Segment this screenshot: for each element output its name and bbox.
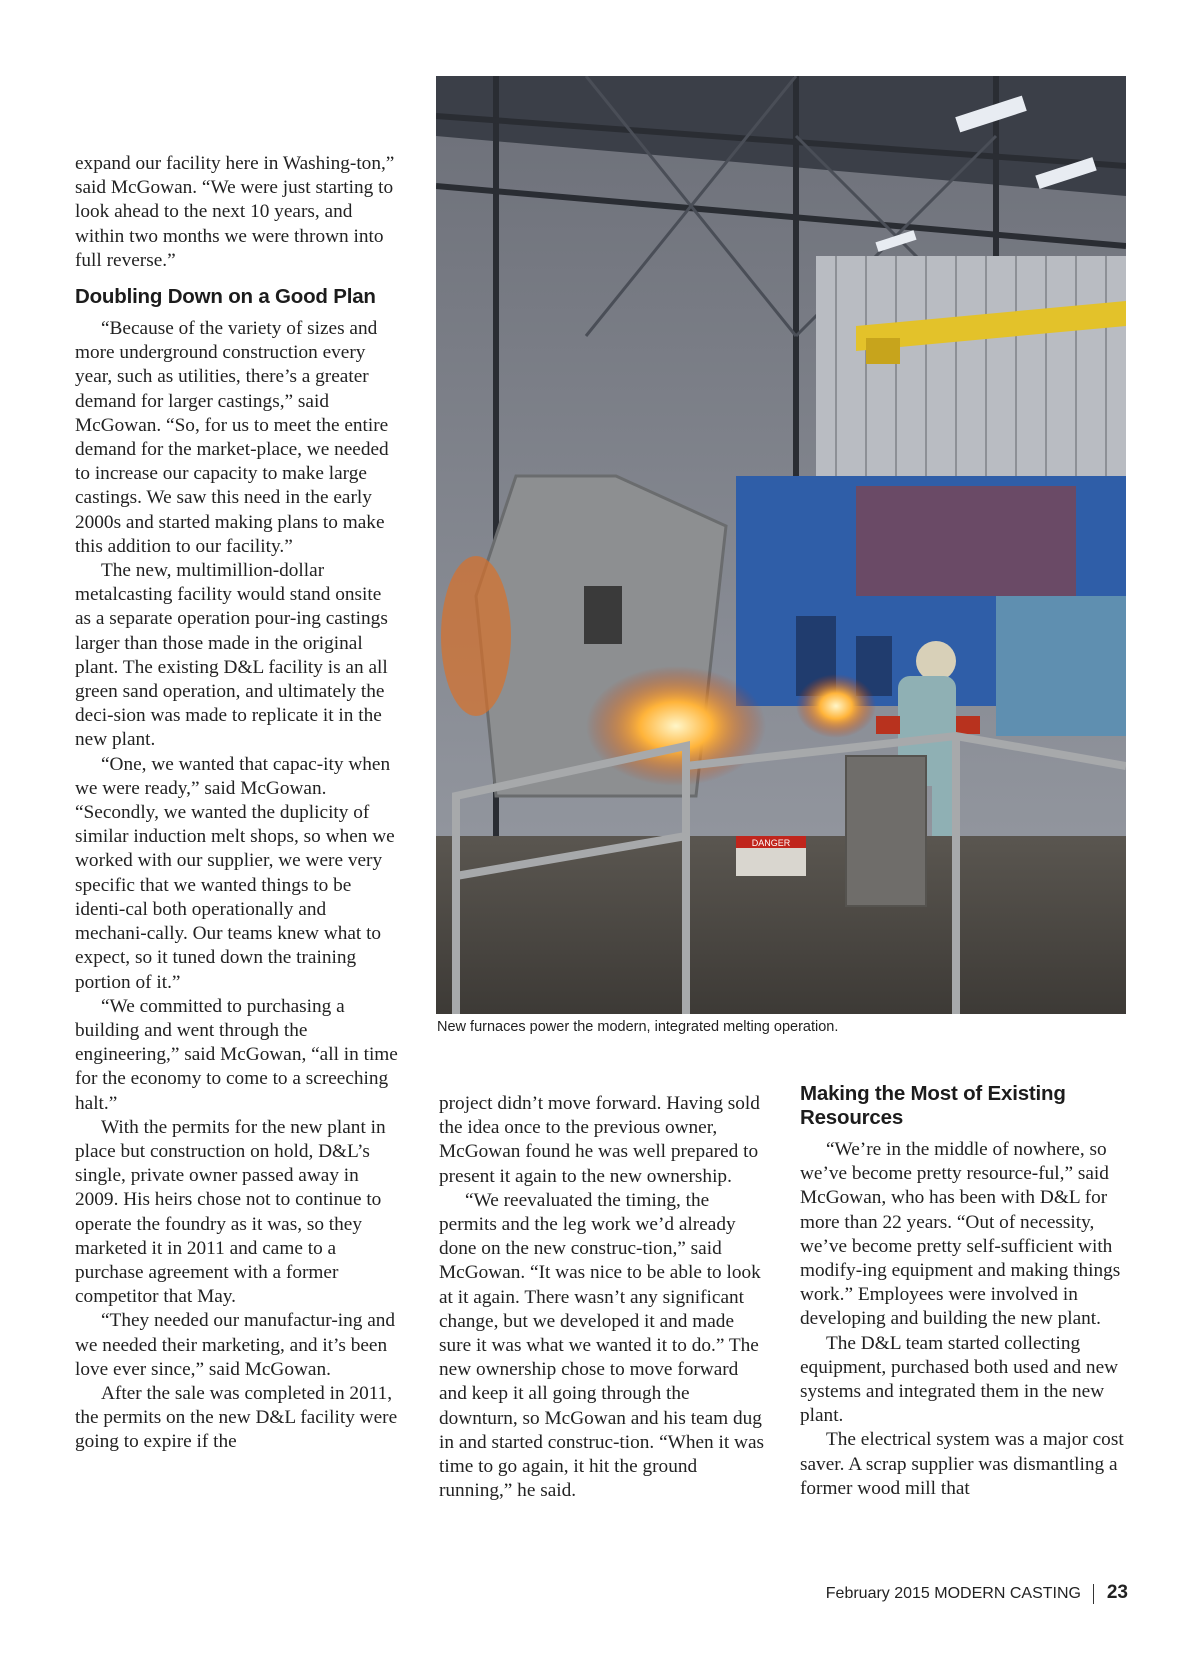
section-heading: Doubling Down on a Good Plan: [75, 285, 376, 309]
danger-sign-text: DANGER: [751, 838, 791, 848]
paragraph: After the sale was completed in 2011, the permits on the new D&L facility were going to expire if the: [75, 1382, 398, 1453]
paragraph: “Because of the variety of sizes and more underground construction every year, such as utilities, there’s a greater demand for larger castings,” said McGowan. “So, for us to meet the entire demand for the market-place, we needed to increase our capacity to make large castings. We saw this need in the early 2000s and started making plans to make this addition to our facility.”: [75, 318, 389, 557]
paragraph: “We reevaluated the timing, the permits and the leg work we’d already done on the new construc-tion,” said McGowan. “It was nice to be able to look at it again. There wasn’t any significant change, but we developed it and made sure it was what we wanted it to do.” The new ownership chose to move forward and keep it all going through the downturn, so McGowan and his team dug in and started construc-tion. “When it was time to go again, it hit the ground running,” he said.: [439, 1189, 765, 1502]
magazine-name: MODERN CASTING: [934, 1585, 1081, 1602]
paragraph: project didn’t move forward. Having sold the idea once to the previous owner, McGowan found he was well prepared to present it again to the new ownership.: [439, 1093, 760, 1187]
furnace-photo: [436, 76, 1126, 1014]
photo-caption: New furnaces power the modern, integrated melting operation.: [437, 1019, 839, 1035]
paragraph: expand our facility here in Washing-ton,” said McGowan. “We were just starting to look ahead to the next 10 years, and within two months we were thrown into full reverse.”: [75, 153, 395, 271]
issue-date: February 2015: [825, 1585, 930, 1602]
article-column-left: [75, 152, 400, 1455]
page-footer: [826, 1582, 1128, 1604]
paragraph: With the permits for the new plant in place but construction on hold, D&L’s single, private owner passed away in 2009. His heirs chose not to continue to operate the foundry as it was, so they marketed it in 2011 and came to a purchase agreement with a former competitor that May.: [75, 1116, 386, 1308]
paragraph: “We committed to purchasing a building and went through the engineering,” said McGowan, “all in time for the economy to come to a screeching halt.”: [75, 995, 398, 1114]
paragraph: The electrical system was a major cost saver. A scrap supplier was dismantling a former wood mill that: [800, 1429, 1124, 1499]
page-number: 23: [1106, 1582, 1128, 1603]
paragraph: “One, we wanted that capac-ity when we were ready,” said McGowan. “Secondly, we wanted the duplicity of similar induction melt shops, so when we worked with our supplier, we were very specific that we wanted things to be identi-cal both operationally and mechani-cally. Our teams knew what to expect, so it tuned down the training portion of it.”: [75, 753, 395, 993]
article-column-middle: [439, 1092, 764, 1503]
paragraph: “We’re in the middle of nowhere, so we’ve become pretty resource-ful,” said McGowan, who has been with D&L for more than 22 years. “Out of necessity, we’ve become pretty self-sufficient with modify-ing equipment and making things work.” Employees were involved in developing and building the new plant.: [800, 1139, 1121, 1330]
section-heading: Making the Most of Existing Resources: [800, 1082, 1066, 1129]
melting-operation-illustration: [436, 76, 1126, 1014]
article-column-right: [800, 1082, 1130, 1501]
paragraph: The new, multimillion-dollar metalcasting facility would stand onsite as a separate operation pour-ing castings larger than those made in the original plant. The existing D&L facility is an all green sand operation, and ultimately the deci-sion was made to replicate it in the new plant.: [75, 560, 388, 751]
paragraph: The D&L team started collecting equipment, purchased both used and new systems and integrated them in the new plant.: [800, 1332, 1119, 1427]
footer-divider: [1093, 1584, 1094, 1604]
paragraph: “They needed our manufactur-ing and we needed their marketing, and it’s been love ever since,” said McGowan.: [75, 1310, 396, 1380]
